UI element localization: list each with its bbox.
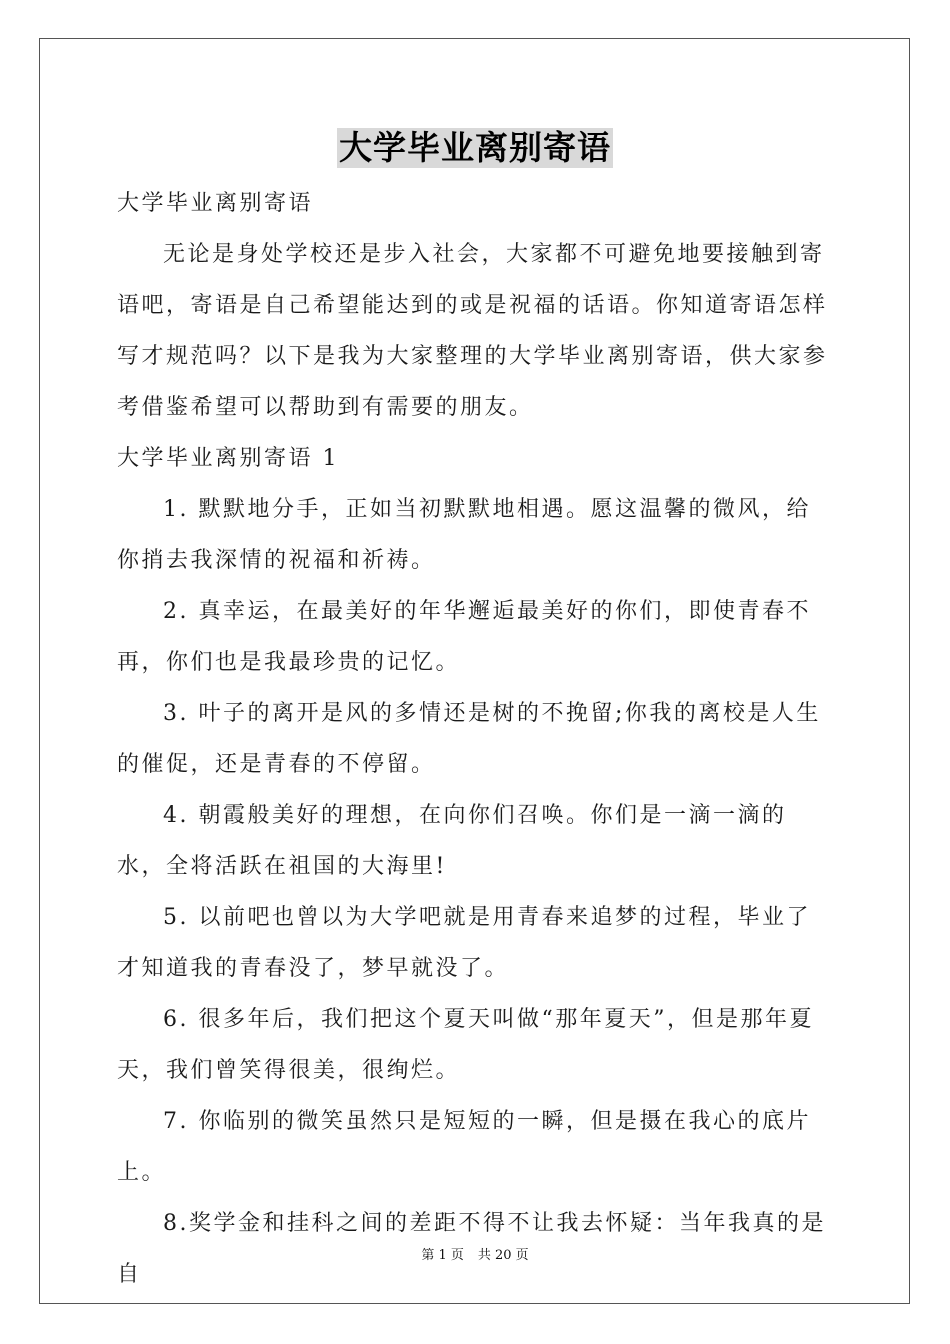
list-item: 8.奖学金和挂科之间的差距不得不让我去怀疑：当年我真的是自 bbox=[117, 1211, 826, 1287]
list-item: 1. 默默地分手，正如当初默默地相遇。愿这温馨的微风，给你捎去我深情的祝福和祈祷。 bbox=[117, 497, 811, 573]
page-number: 第 1 页 bbox=[421, 1248, 464, 1263]
list-item: 4. 朝霞般美好的理想，在向你们召唤。你们是一滴一滴的水，全将活跃在祖国的大海里! bbox=[117, 803, 787, 879]
page-footer bbox=[0, 1247, 950, 1265]
list-item: 7. 你临别的微笑虽然只是短短的一瞬，但是摄在我心的底片上。 bbox=[117, 1109, 811, 1185]
document-body bbox=[117, 178, 835, 1300]
list-item: 6. 很多年后，我们把这个夏天叫做“那年夏天”，但是那年夏天，我们曾笑得很美，很绚烂。 bbox=[117, 1007, 814, 1083]
intro-paragraph: 无论是身处学校还是步入社会，大家都不可避免地要接触到寄语吧，寄语是自己希望能达到的或是祝福的话语。你知道寄语怎样写才规范吗？以下是我为大家整理的大学毕业离别寄语，供大家参考借鉴希望可以帮助到有需要的朋友。 bbox=[117, 242, 828, 420]
subtitle: 大学毕业离别寄语 bbox=[117, 191, 314, 216]
list-item: 5. 以前吧也曾以为大学吧就是用青春来追梦的过程，毕业了才知道我的青春没了，梦早就没了。 bbox=[117, 905, 811, 981]
section-heading: 大学毕业离别寄语 1 bbox=[117, 446, 339, 471]
title-container bbox=[0, 128, 950, 168]
page-total: 共 20 页 bbox=[477, 1248, 529, 1263]
list-item: 3. 叶子的离开是风的多情还是树的不挽留;你我的离校是人生的催促，还是青春的不停留。 bbox=[117, 701, 821, 777]
list-item: 2. 真幸运，在最美好的年华邂逅最美好的你们，即使青春不再，你们也是我最珍贵的记忆。 bbox=[117, 599, 811, 675]
document-title: 大学毕业离别寄语 bbox=[339, 128, 611, 167]
